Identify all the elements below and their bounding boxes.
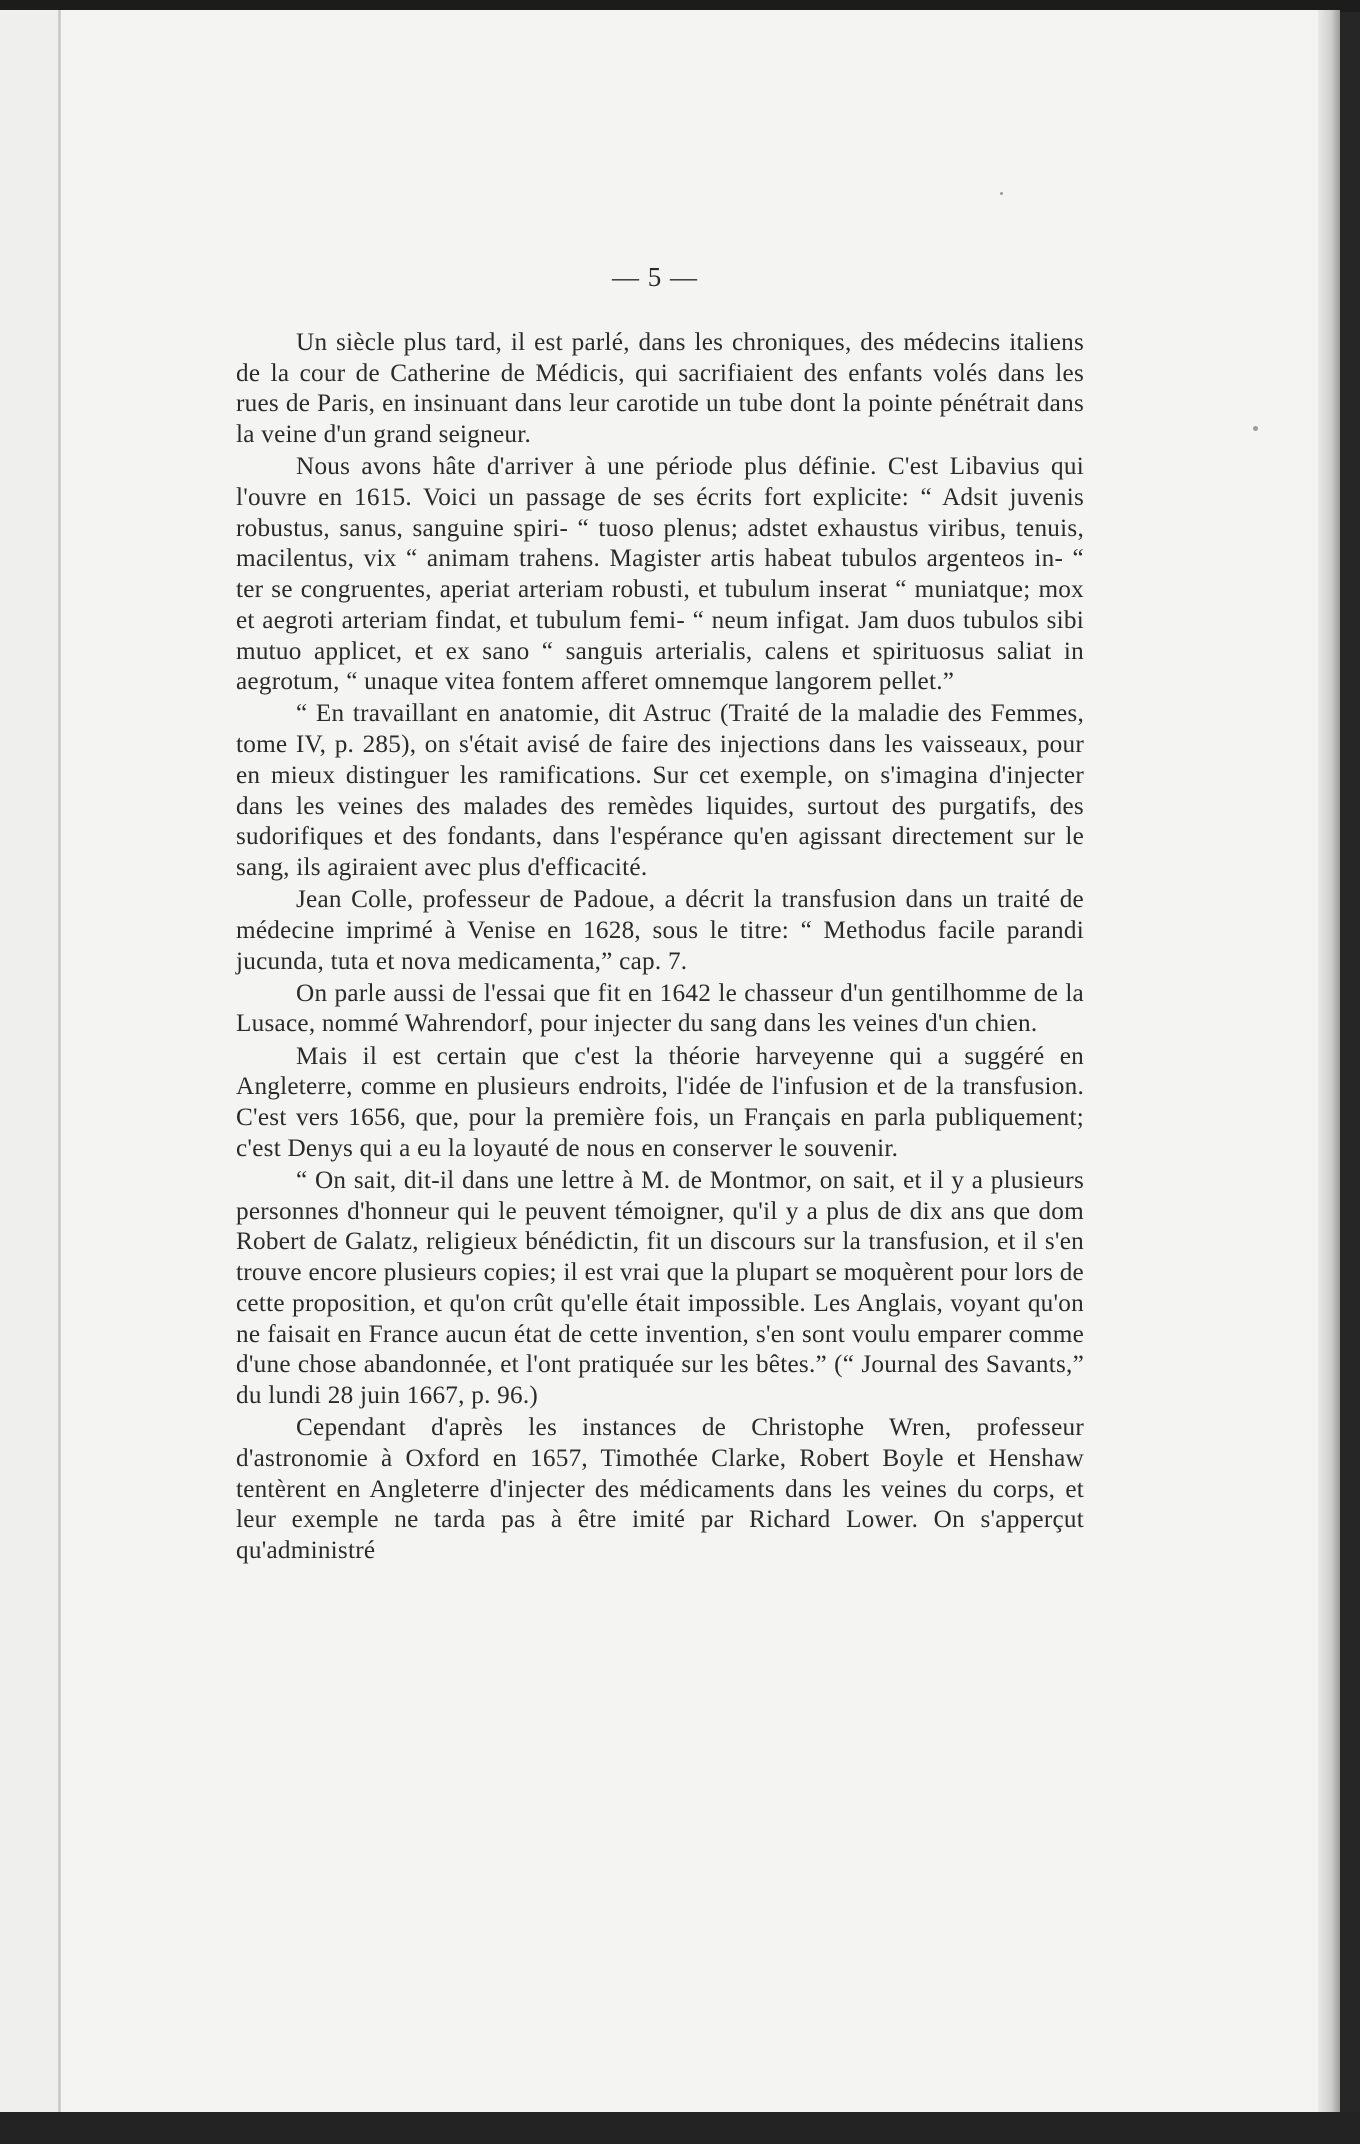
- binding-margin: [0, 10, 58, 2112]
- paragraph: Jean Colle, professeur de Padoue, a décrit la transfusion dans un traité de médecine imprimé à Venise en 1628, sous le titre: “ Methodus facile parandi jucunda, tuta et nova medicamenta,” cap. 7.: [236, 886, 1084, 975]
- paragraph: Un siècle plus tard, il est parlé, dans les chroniques, des médecins italiens de la cour de Catherine de Médicis, qui sacrifiaient des enfants volés dans les rues de Paris, en insinuant dans leur carotide un tube dont la pointe pénétrait dans la veine d'un grand seigneur.: [236, 329, 1084, 449]
- paragraph: Cependant d'après les instances de Christophe Wren, professeur d'astronomie à Oxford en 1657, Timothée Clarke, Robert Boyle et Henshaw tentèrent en Angleterre d'injecter des médicaments dans les veines du corps, et leur exemple ne tarda pas à être imité par Richard Lower. On s'apperçut qu'administré: [236, 1414, 1084, 1564]
- page-number: — 5 —: [612, 262, 698, 292]
- paragraph: On parle aussi de l'essai que fit en 1642 le chasseur d'un gentilhomme de la Lusace, nommé Wahrendorf, pour injecter du sang dans les veines d'un chien.: [236, 979, 1084, 1038]
- paragraph: “ On sait, dit-il dans une lettre à M. de Montmor, on sait, et il y a plusieurs personnes d'honneur qui le peuvent témoigner, qu'il y a plus de dix ans que dom Robert de Galatz, religieux bénédictin, fit un discours sur la transfusion, et il s'en trouve encore plusieurs copies; il est vrai que la plupart se moquèrent pour lors de cette proposition, et qu'on crût qu'elle était impossible. Les Anglais, voyant qu'on ne faisait en France aucun état de cette invention, s'en sont voulu emparer comme d'une chose abandonnée, et l'ont pratiquée sur les bêtes.” (“ Journal des Savants,” du lundi 28 juin 1667, p. 96.): [236, 1166, 1084, 1409]
- scan-bottom-border: [0, 2112, 1360, 2144]
- paper-speck: [1253, 426, 1258, 431]
- body-text: [236, 328, 1084, 1568]
- page-fold-line: [58, 10, 61, 2112]
- page-right-edge-shadow: [1318, 10, 1340, 2112]
- paragraph: Mais il est certain que c'est la théorie harveyenne qui a suggéré en Angleterre, comme en plusieurs endroits, l'idée de l'infusion et de la transfusion. C'est vers 1656, que, pour la première fois, un Français en parla publiquement; c'est Denys qui a eu la loyauté de nous en conserver le souvenir.: [236, 1042, 1084, 1162]
- paragraph: Nous avons hâte d'arriver à une période plus définie. C'est Libavius qui l'ouvre en 1615. Voici un passage de ses écrits fort explicite: “ Adsit juvenis robustus, sanus, sanguine spiri- “ tuoso plenus; adstet exhaustus viribus, tenuis, macilentus, vix “ animam trahens. Magister artis habeat tubulos argenteos in- “ ter se congruentes, aperiat arteriam robusti, et tubulum inserat “ muniatque; mox et aegroti arteriam findat, et tubulum femi- “ neum infigat. Jam duos tubulos sibi mutuo applicet, et ex sano “ sanguis arterialis, calens et spirituosus saliat in aegrotum, “ unaque vitea fontem afferet omnemque langorem pellet.”: [236, 453, 1084, 696]
- paragraph: “ En travaillant en anatomie, dit Astruc (Traité de la maladie des Femmes, tome IV, p. 285), on s'était avisé de faire des injections dans les vaisseaux, pour en mieux distinguer les ramifications. Sur cet exemple, on s'imagina d'injecter dans les veines des malades des remèdes liquides, surtout des purgatifs, des sudorifiques et des fondants, dans l'espérance qu'en agissant directement sur le sang, ils agiraient avec plus d'efficacité.: [236, 700, 1084, 881]
- paper-speck: [1000, 192, 1003, 195]
